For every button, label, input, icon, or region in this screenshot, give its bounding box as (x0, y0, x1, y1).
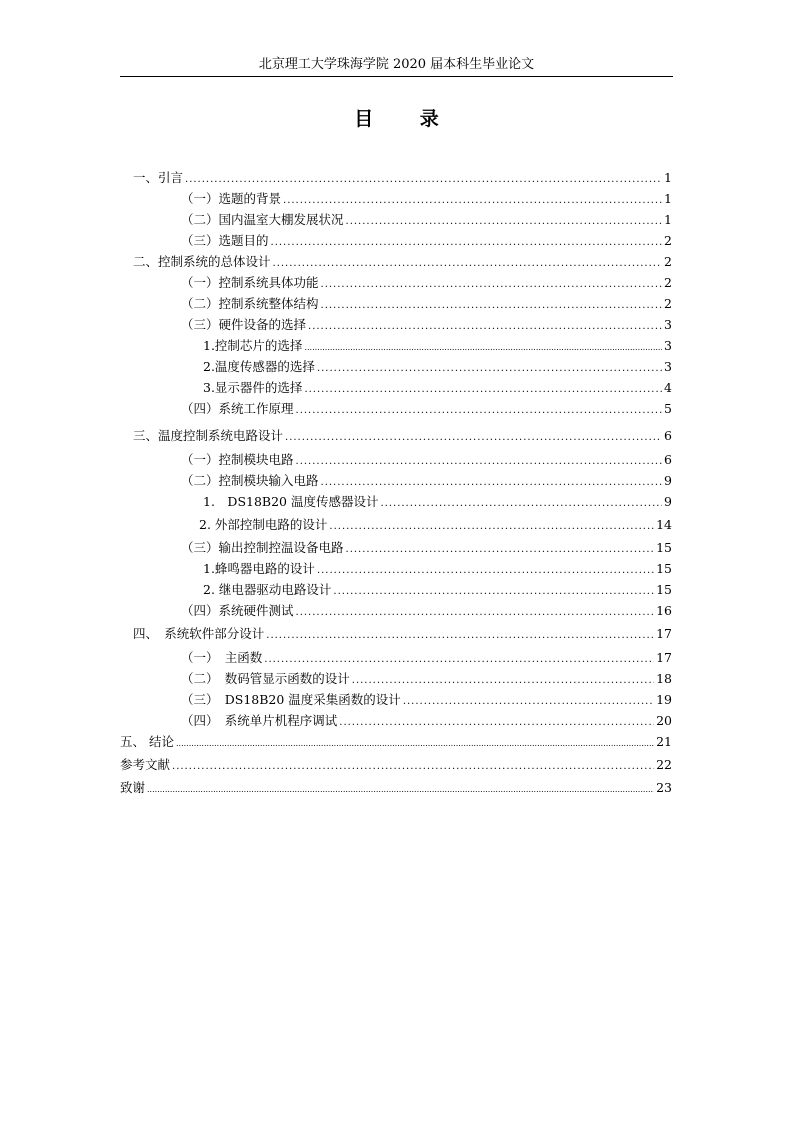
toc-entry[interactable] (203, 559, 672, 579)
toc-entry-label: （二）控制模块输入电路 (181, 473, 319, 488)
toc-entry[interactable] (181, 690, 672, 710)
toc-entry[interactable] (181, 189, 672, 209)
toc-entry[interactable] (120, 778, 672, 798)
toc-entry[interactable] (181, 231, 672, 251)
toc-entry-label: （一）控制系统具体功能 (181, 275, 319, 290)
toc-leader (296, 603, 655, 623)
toc-leader (339, 713, 654, 733)
toc-entry[interactable] (203, 357, 672, 377)
toc-entry-label: （二）国内温室大棚发展状况 (181, 212, 344, 227)
page-header: 北京理工大学珠海学院 2020 届本科生毕业论文 (258, 57, 535, 72)
toc-leader (172, 757, 654, 777)
toc-entry[interactable] (181, 294, 672, 314)
toc-entry-page: 2 (664, 275, 672, 290)
toc-entry-page: 3 (664, 359, 672, 374)
toc-entry[interactable] (203, 580, 672, 600)
toc-entry[interactable] (181, 601, 672, 621)
toc-leader (333, 582, 654, 602)
toc-entry-label: 2. 外部控制电路的设计 (199, 517, 328, 532)
toc-entry[interactable] (181, 711, 672, 731)
toc-entry-label: 五、 结论 (120, 734, 174, 749)
toc-entry[interactable] (120, 755, 672, 775)
toc-entry[interactable] (181, 648, 672, 668)
toc-leader (285, 428, 662, 448)
toc-entry-page: 9 (664, 473, 672, 488)
toc-entry-page: 9 (664, 494, 672, 509)
toc-entry-page: 1 (664, 191, 672, 206)
toc-entry-page: 3 (664, 338, 672, 353)
toc-entry-label: 二、控制系统的总体设计 (133, 254, 271, 269)
toc-entry-page: 15 (656, 561, 672, 576)
toc-entry-label: 一、引言 (133, 170, 184, 185)
toc-entry[interactable] (133, 624, 672, 644)
toc-entry-page: 21 (656, 734, 672, 749)
toc-entry[interactable] (181, 399, 672, 419)
toc-entry[interactable] (181, 471, 672, 491)
toc-leader (271, 233, 663, 253)
toc-entry[interactable] (199, 515, 672, 535)
toc-entry[interactable] (181, 315, 672, 335)
toc-entry-label: （一）控制模块电路 (181, 452, 294, 467)
toc-leader (176, 734, 654, 754)
toc-leader (403, 692, 654, 712)
toc-entry-label: （一）选题的背景 (181, 191, 282, 206)
header-divider (120, 76, 673, 77)
toc-entry-label: （二） 数码管显示函数的设计 (181, 671, 350, 686)
toc-entry-page: 15 (656, 582, 672, 597)
toc-entry[interactable] (133, 168, 672, 188)
toc-entry[interactable] (181, 210, 672, 230)
toc-entry-page: 14 (656, 517, 672, 532)
toc-entry-page: 1 (664, 212, 672, 227)
toc-leader (264, 650, 654, 670)
toc-entry[interactable] (181, 450, 672, 470)
toc-leader (346, 212, 663, 232)
toc-entry-page: 2 (664, 233, 672, 248)
toc-leader (317, 561, 654, 581)
toc-entry-page: 6 (664, 428, 672, 443)
toc-entry-page: 3 (664, 317, 672, 332)
toc-entry-page: 17 (656, 626, 672, 641)
toc-leader (266, 626, 654, 646)
toc-entry[interactable] (120, 732, 672, 752)
toc-entry-label: 1. DS18B20 温度传感器设计 (203, 494, 379, 509)
toc-entry-label: （三） DS18B20 温度采集函数的设计 (181, 692, 401, 707)
toc-entry-label: 三、温度控制系统电路设计 (133, 428, 284, 443)
toc-entry-page: 5 (664, 401, 672, 416)
toc-leader (346, 540, 655, 560)
toc-leader (308, 317, 662, 337)
toc-entry-label: （一） 主函数 (181, 650, 263, 665)
toc-entry[interactable] (181, 273, 672, 293)
toc-entry-page: 23 (656, 780, 672, 795)
toc-leader (283, 191, 662, 211)
toc-leader (380, 494, 662, 514)
toc-entry-label: （三）选题目的 (181, 233, 269, 248)
toc-entry-label: （二）控制系统整体结构 (181, 296, 319, 311)
toc-entry-label: 2. 继电器驱动电路设计 (203, 582, 332, 597)
page-title: 目 录 (354, 108, 459, 130)
toc-leader (321, 473, 663, 493)
toc-entry-page: 20 (656, 713, 672, 728)
toc-entry-page: 19 (656, 692, 672, 707)
toc-leader (321, 275, 663, 295)
toc-entry-label: （三）硬件设备的选择 (181, 317, 307, 332)
toc-leader (296, 401, 663, 421)
toc-leader (296, 452, 663, 472)
toc-entry-page: 22 (656, 757, 672, 772)
toc-entry-page: 4 (664, 380, 672, 395)
toc-entry-label: 3.显示器件的选择 (203, 380, 303, 395)
toc-entry[interactable] (133, 426, 672, 446)
toc-entry[interactable] (133, 252, 672, 272)
toc-leader (185, 170, 662, 190)
toc-entry-page: 1 (664, 170, 672, 185)
toc-entry[interactable] (181, 669, 672, 689)
toc-entry[interactable] (203, 336, 672, 356)
toc-entry-page: 18 (656, 671, 672, 686)
toc-entry[interactable] (203, 378, 672, 398)
toc-entry-page: 6 (664, 452, 672, 467)
toc-entry-page: 16 (656, 603, 672, 618)
toc-entry-label: （四） 系统单片机程序调试 (181, 713, 338, 728)
toc-entry-label: （三）输出控制控温设备电路 (181, 540, 344, 555)
toc-leader (304, 380, 662, 400)
toc-entry-label: （四）系统硬件测试 (181, 603, 294, 618)
toc-entry[interactable] (181, 538, 672, 558)
toc-entry-label: 1.蜂鸣器电路的设计 (203, 561, 315, 576)
toc-leader (352, 671, 654, 691)
toc-entry-label: 2.温度传感器的选择 (203, 359, 315, 374)
toc-entry-page: 2 (664, 296, 672, 311)
toc-entry-label: 参考文献 (120, 757, 171, 772)
toc-entry-label: （四）系统工作原理 (181, 401, 294, 416)
toc-leader (147, 780, 654, 800)
toc-entry-page: 15 (656, 540, 672, 555)
toc-entry-label: 四、 系统软件部分设计 (133, 626, 265, 641)
toc-leader (273, 254, 663, 274)
toc-leader (317, 359, 662, 379)
toc-entry-label: 致谢 (120, 780, 146, 795)
toc-entry-page: 2 (664, 254, 672, 269)
toc-entry-page: 17 (656, 650, 672, 665)
toc-leader (304, 338, 662, 358)
toc-leader (329, 517, 654, 537)
toc-leader (321, 296, 663, 316)
toc-entry-label: 1.控制芯片的选择 (203, 338, 303, 353)
toc-entry[interactable] (203, 492, 672, 512)
